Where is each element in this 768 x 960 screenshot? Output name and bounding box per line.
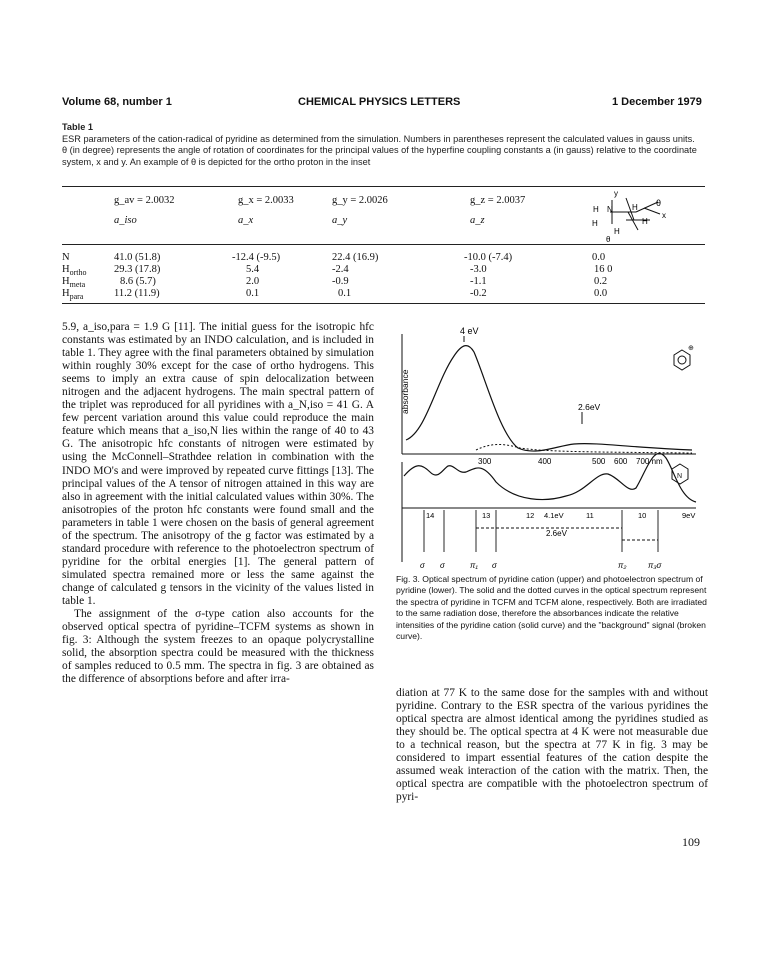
tick-11: 11 xyxy=(586,511,594,520)
g-z-header: g_z = 2.0037 xyxy=(470,195,526,206)
orbital-label: σ xyxy=(440,561,445,570)
cell-a-y: -0.9 xyxy=(332,276,349,287)
body-paragraph-2: The assignment of the σ-type cation also accounts for the observed optical spectra of pyridine–TCFM systems as shown in fig. 3: Although the system freezes to an opaque polycrystalline solid, the absorption spectra could be measured with the thickness of samples reduced to 0.5 mm. The spectra in fig. 3 are obtained as the difference of absorptions before and after irra- xyxy=(62,608,374,686)
page-number: 109 xyxy=(682,835,700,849)
tick-4-1ev: 4.1eV xyxy=(544,511,564,520)
body-left-column xyxy=(62,321,374,686)
ortho-proton-inset-diagram xyxy=(588,190,678,244)
body-paragraph-1: 5.9, a_iso,para = 1.9 G [11]. The initial guess for the isotropic hfc constants was estimated by an INDO calculation, and is included in table 1. They agree with the final parameters obtained by simulation within roughly 30% except for the case of ortho hydrogens. This seems to imply an extra cause of spin delocalization between nitrogen and the adjacent hydrogens. The main spectral pattern of the triplet was reproduced for all pyridines with a_N,iso = 41 G. A few percent variation around this value could reproduce the main feature which means that a_iso,N lies within the range of 40 to 43 G. The anisotropic hfc constants of nitrogen were estimated by using the McConnell–Strathdee relation in combination with the INDO MO's and were improved by repeated curve fittings [13]. The principal values of the A tensor of nitrogen attained in this way are also in agreement with the initial calculated values within 30%. The anisotropies of the proton hfc constants were found small and the parameters in table 1 were chosen on the basis of general agreement of the spectrum. The anisotropy of the g factor was estimated by a standard procedure with reference to the photoelectron spectrum of pyridine for the orbital energies [1]. The general pattern of simulated spectra remained more or less the same against the change of calculated g tensors in the vicinity of the values listed in table 1. xyxy=(62,321,374,607)
nucleus-h-para: $H_{para}$ xyxy=(62,288,84,302)
svg-text:H: H xyxy=(632,203,638,212)
cell-a-iso: 29.3 (17.8) xyxy=(114,264,161,275)
cell-a-y: 22.4 (16.9) xyxy=(332,252,379,263)
figure-caption: Fig. 3. Optical spectrum of pyridine cation (upper) and photoelectron spectrum of pyridine (lower). The solid and the dotted curves in the optical spectrum represent the spectra of pyridine in TCFM and TCFM alone, respectively. Both are irradiated to the same radiation dose, therefore the absorbances indicate the relative intensities of the pyridine cation (solid curve) and the "background" signal (broken curve). xyxy=(396,574,707,642)
svg-text:θ: θ xyxy=(656,198,662,208)
svg-text:H: H xyxy=(614,227,620,236)
g-y-header: g_y = 2.0026 xyxy=(332,195,388,206)
cell-theta: 0.0 xyxy=(592,252,606,263)
orbital-bars xyxy=(424,510,658,552)
cell-a-y: -2.4 xyxy=(332,264,349,275)
a-z-header: a_z xyxy=(470,215,485,226)
cell-a-z: -0.2 xyxy=(470,288,487,299)
a-y-header: a_y xyxy=(332,215,348,226)
cell-theta: 0.2 xyxy=(594,276,608,287)
svg-text:N: N xyxy=(607,205,613,214)
svg-text:N: N xyxy=(677,473,683,480)
tick-10: 10 xyxy=(638,511,647,520)
cell-a-y: 0.1 xyxy=(338,288,352,299)
body-paragraph-3: diation at 77 K to the same dose for the samples with and without pyridine. Contrary to the ESR spectra of the various pyridines the optical spectra are almost identical among the pyridines studied as they should be. The optical spectra at 4 K were not measurable due to a technical reason, but the spectra at 77 K in fig. 3 may be considered to impart essential features of the cation despite the assumed weak interaction of the cation with the matrix. Then, the optical spectra are compatible with the photoelectron spectrum of pyri- xyxy=(396,687,708,804)
table-rule-mid xyxy=(62,244,705,245)
table-caption: ESR parameters of the cation-radical of pyridine as determined from the simulation. Numbers in parentheses represent the calculated values in gauss units. θ (in degree) represents the angle of rotation of coordinates for the principal values of the hyperfine coupling constants a (in gauss) relative to the coordinate system, x and y. An example of θ is depicted for the ortho proton in the inset xyxy=(62,134,697,167)
y-axis-label: absorbance xyxy=(400,369,410,414)
tick-500: 500 xyxy=(592,457,606,466)
orbital-label: π₂ xyxy=(618,561,627,570)
lower-label-2-6ev: 2.6eV xyxy=(546,529,567,538)
figure-3-spectra xyxy=(396,322,710,574)
svg-text:θ: θ xyxy=(606,235,611,244)
header-volume: Volume 68, number 1 xyxy=(62,96,172,108)
cell-a-z: -10.0 (-7.4) xyxy=(464,252,513,263)
g-av-header: g_av = 2.0032 xyxy=(114,195,175,206)
cell-a-x: 5.4 xyxy=(246,264,260,275)
svg-text:H: H xyxy=(642,217,648,226)
a-iso-header: a_iso xyxy=(114,215,137,226)
tick-700: 700 nm xyxy=(636,457,663,466)
cell-a-z: -3.0 xyxy=(470,264,487,275)
cell-a-x: 0.1 xyxy=(246,288,260,299)
cell-theta: 0.0 xyxy=(594,288,608,299)
orbital-label: π₃σ xyxy=(648,561,662,570)
header-date: 1 December 1979 xyxy=(612,96,702,108)
svg-text:⊕: ⊕ xyxy=(688,345,694,352)
pyridine-cation-icon xyxy=(674,345,694,370)
cell-a-x: -12.4 (-9.5) xyxy=(232,252,281,263)
cell-a-z: -1.1 xyxy=(470,276,487,287)
svg-text:x: x xyxy=(662,211,666,220)
tick-13: 13 xyxy=(482,511,491,520)
orbital-label: π₁ xyxy=(470,561,478,570)
cell-a-iso: 41.0 (51.8) xyxy=(114,252,161,263)
cell-a-iso: 11.2 (11.9) xyxy=(114,288,160,299)
label-4ev: 4 eV xyxy=(460,326,479,336)
tick-9ev: 9eV xyxy=(682,511,696,520)
optical-spectrum-curve xyxy=(406,346,692,451)
tick-14: 14 xyxy=(426,511,435,520)
nucleus-h-meta: $H_{meta}$ xyxy=(62,276,86,290)
tick-12: 12 xyxy=(526,511,535,520)
table-rule-bottom xyxy=(62,303,705,304)
svg-text:y: y xyxy=(614,190,618,198)
tick-600: 600 xyxy=(614,457,628,466)
cell-theta: 16 0 xyxy=(594,264,613,275)
svg-text:H: H xyxy=(593,205,599,214)
cell-a-iso: 8.6 (5.7) xyxy=(120,276,156,287)
svg-text:H: H xyxy=(592,219,598,228)
cell-a-x: 2.0 xyxy=(246,276,260,287)
nucleus-n: N xyxy=(62,252,70,263)
tick-400: 400 xyxy=(538,457,552,466)
orbital-label: σ xyxy=(420,561,425,570)
g-x-header: g_x = 2.0033 xyxy=(238,195,294,206)
body-right-column xyxy=(396,687,708,804)
header-journal: CHEMICAL PHYSICS LETTERS xyxy=(298,96,461,108)
a-x-header: a_x xyxy=(238,215,254,226)
tick-300: 300 xyxy=(478,457,492,466)
label-2-6ev: 2.6eV xyxy=(578,402,601,412)
table-rule-top xyxy=(62,186,705,187)
table-label: Table 1 xyxy=(62,122,93,132)
nucleus-h-ortho: $H_{ortho}$ xyxy=(62,264,87,278)
orbital-label: σ xyxy=(492,561,497,570)
